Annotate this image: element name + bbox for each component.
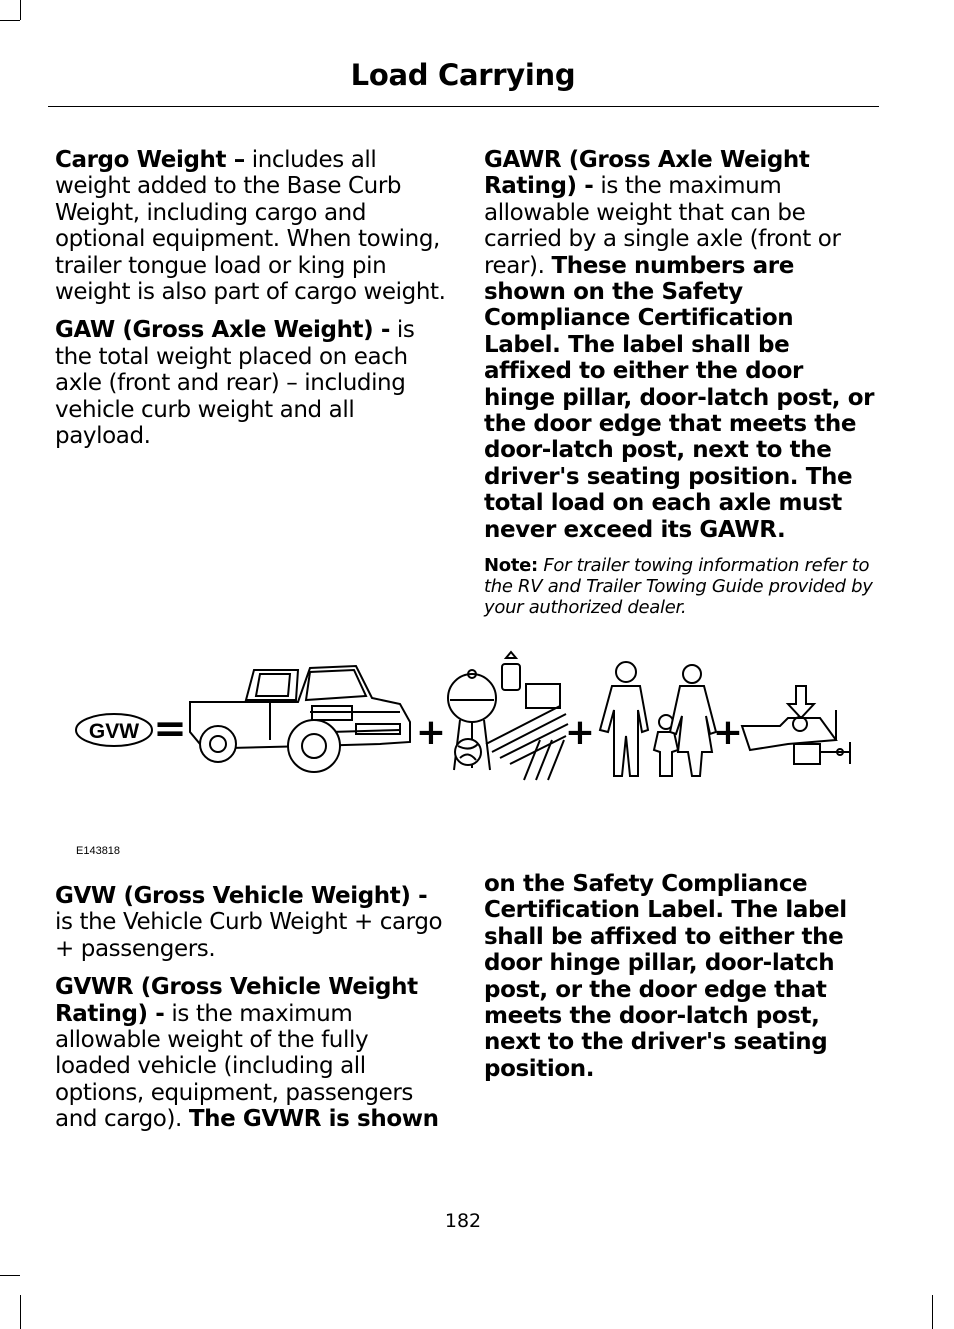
page-number: 182 (444, 1210, 482, 1232)
header-rule (48, 106, 879, 107)
gvw-term: GVW (Gross Vehicle Weight) - (55, 883, 428, 909)
cargo-weight-term: Cargo Weight – (55, 147, 245, 173)
figure-id: E143818 (76, 845, 121, 857)
plus-sign: + (415, 712, 447, 753)
note-text: For trailer towing information refer to the RV and Trailer Towing Guide provided by your authorized dealer. (484, 555, 873, 619)
note (484, 555, 876, 618)
gawr-paragraph (484, 147, 876, 543)
gvw-oval (76, 714, 152, 746)
gaw-term: GAW (Gross Axle Weight) - (55, 317, 391, 344)
gawr-definition: is the maximum allowable weight that can be carried by a single axle (front or rear). (484, 173, 841, 279)
cargo-weight-paragraph (55, 147, 447, 305)
left-column-top (55, 147, 447, 461)
equals-sign: = (153, 706, 187, 752)
crop-mark (0, 1275, 20, 1276)
pickup-truck-icon (190, 666, 410, 772)
crop-mark (932, 1295, 933, 1329)
gvw-definition: is the Vehicle Curb Weight + cargo + passengers. (55, 909, 443, 962)
gvwr-paragraph (55, 974, 447, 1132)
cargo-items-icon (448, 652, 568, 780)
gawr-bold-statement: These numbers are shown on the Safety Compliance Certification Label. The label shall be affixed to either the door hinge pillar, door-latch post, or the door edge that meets the door-latch post, next to the driver's seating position. The total load on each axle must never exceed its GAWR. (484, 252, 875, 543)
gvwr-bold-statement: The GVWR is shown (188, 1106, 439, 1133)
gvwr-continuation: on the Safety Compliance Certification Label. The label shall be affixed to either the door hinge pillar, door-latch post, or the door edge that meets the door-latch post, next to the driver's seating position. (484, 871, 847, 1082)
passengers-icon (600, 662, 716, 776)
crop-mark (20, 1295, 21, 1329)
plus-sign: + (564, 712, 596, 753)
gawr-term: GAWR (Gross Axle Weight Rating) - (484, 147, 810, 200)
page-title: Load Carrying (350, 58, 576, 92)
crop-mark (20, 0, 21, 20)
gvwr-term: GVWR (Gross Vehicle Weight Rating) - (55, 974, 418, 1027)
plus-sign: + (712, 712, 744, 753)
gvw-label: GVW (88, 720, 140, 743)
trailer-tongue-load-icon (742, 686, 850, 764)
gaw-definition: is the total weight placed on each axle (front and rear) – including vehicle curb weight and all payload. (55, 317, 415, 450)
crop-mark (0, 20, 20, 21)
gvwr-definition: is the maximum allowable weight of the fully loaded vehicle (including all options, equipment, passengers and cargo). (55, 1000, 413, 1133)
note-label: Note: (484, 555, 538, 577)
gvw-paragraph (55, 883, 447, 962)
left-column-bottom (55, 883, 447, 1145)
cargo-weight-definition: includes all weight added to the Base Curb Weight, including cargo and optional equipment. When towing, trailer tongue load or king pin weight is also part of cargo weight. (55, 147, 446, 306)
right-column-bottom (484, 871, 876, 1094)
gaw-paragraph (55, 317, 447, 449)
right-column-top (484, 147, 876, 618)
gvw-illustration (60, 640, 860, 790)
gvw-equation-svg (60, 640, 860, 790)
